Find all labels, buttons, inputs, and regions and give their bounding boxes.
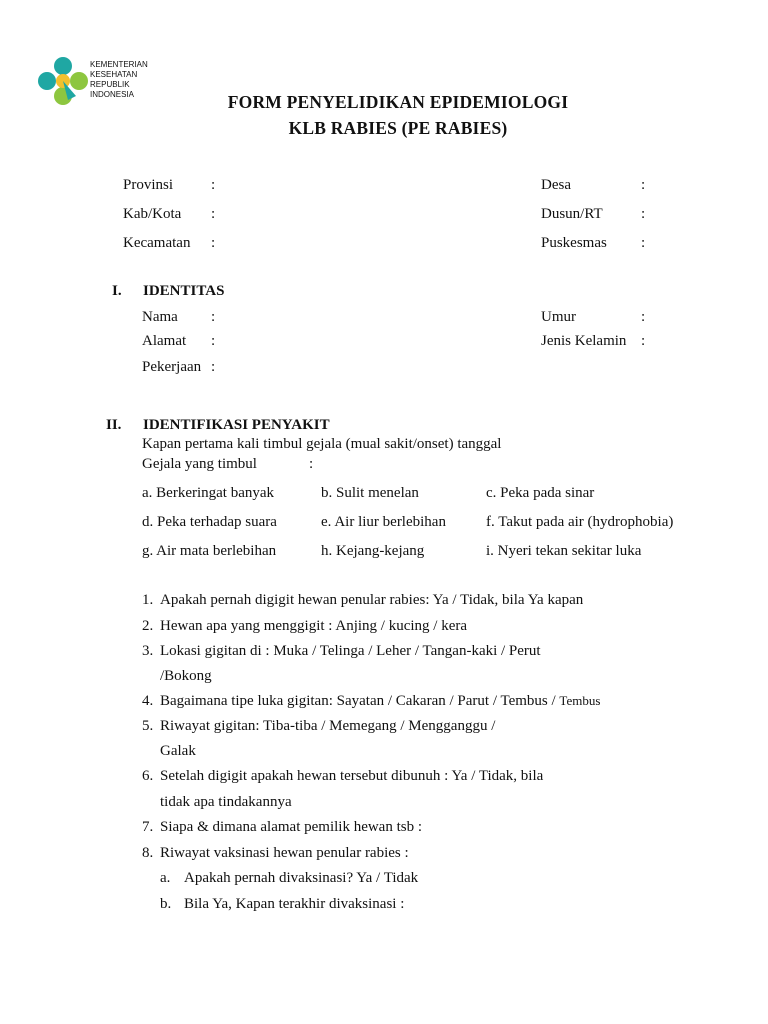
logo-petal-right — [70, 72, 88, 90]
question-continuation: Galak — [160, 743, 196, 759]
symptom-a: a. Berkeringat banyak — [142, 485, 275, 501]
nama-sep: : — [211, 309, 216, 325]
pekerjaan-label: Pekerjaan — [142, 359, 202, 375]
question-text-line — [160, 693, 600, 710]
desa-label: Desa — [541, 177, 571, 193]
alamat-sep: : — [211, 333, 216, 349]
question-number: 3. — [142, 643, 154, 659]
sub-question-number: a. — [160, 870, 171, 886]
logo-line: INDONESIA — [90, 90, 135, 99]
question-continuation: tidak apa tindakannya — [160, 794, 292, 810]
logo-petal-left — [38, 72, 56, 90]
kabkota-label: Kab/Kota — [123, 206, 182, 222]
question-text: Siapa & dimana alamat pemilik hewan tsb : — [160, 819, 423, 835]
question-number: 6. — [142, 768, 154, 784]
desa-sep: : — [641, 177, 646, 193]
sub-question-text: Bila Ya, Kapan terakhir divaksinasi : — [184, 896, 405, 912]
pekerjaan-sep: : — [211, 359, 216, 375]
question-number: 8. — [142, 845, 154, 861]
section1-number: I. — [112, 283, 122, 299]
puskesmas-sep: : — [641, 235, 646, 251]
question-number: 1. — [142, 592, 154, 608]
question-text: Hewan apa yang menggigit : Anjing / kucing / kera — [160, 618, 468, 634]
form-title: FORM PENYELIDIKAN EPIDEMIOLOGI — [227, 92, 569, 112]
jenis-kelamin-label: Jenis Kelamin — [541, 333, 627, 349]
logo-line: KEMENTERIAN — [90, 60, 148, 69]
question-number: 7. — [142, 819, 154, 835]
umur-label: Umur — [541, 309, 576, 325]
umur-sep: : — [641, 309, 646, 325]
jenis-kelamin-sep: : — [641, 333, 646, 349]
symptom-i: i. Nyeri tekan sekitar luka — [486, 543, 642, 559]
symptom-f: f. Takut pada air (hydrophobia) — [486, 514, 674, 530]
provinsi-label: Provinsi — [123, 177, 174, 193]
sub-question-number: b. — [160, 896, 172, 912]
sub-question-text: Apakah pernah divaksinasi? Ya / Tidak — [184, 870, 419, 886]
section2-number: II. — [106, 417, 122, 433]
question-text-small: Tembus — [559, 693, 601, 708]
question-number: 5. — [142, 718, 154, 734]
symptoms-sep: : — [309, 456, 314, 472]
question-text: Setelah digigit apakah hewan tersebut dibunuh : Ya / Tidak, bila — [160, 768, 544, 784]
question-text: Bagaimana tipe luka gigitan: Sayatan / Cakaran / Parut / Tembus / — [160, 693, 560, 709]
question-text: Lokasi gigitan di : Muka / Telinga / Leher / Tangan-kaki / Perut — [160, 643, 541, 659]
onset-question: Kapan pertama kali timbul gejala (mual sakit/onset) tanggal — [142, 436, 502, 452]
symptom-g: g. Air mata berlebihan — [142, 543, 277, 559]
logo-line: KESEHATAN — [90, 70, 138, 79]
symptom-d: d. Peka terhadap suara — [142, 514, 277, 530]
question-text: Riwayat vaksinasi hewan penular rabies : — [160, 845, 409, 861]
alamat-label: Alamat — [142, 333, 187, 349]
symptom-h: h. Kejang-kejang — [321, 543, 425, 559]
question-number: 2. — [142, 618, 154, 634]
form-subtitle: KLB RABIES (PE RABIES) — [288, 118, 508, 138]
symptom-e: e. Air liur berlebihan — [321, 514, 446, 530]
question-text: Riwayat gigitan: Tiba-tiba / Memegang / Mengganggu / — [160, 718, 496, 734]
puskesmas-label: Puskesmas — [541, 235, 607, 251]
question-number: 4. — [142, 693, 154, 709]
question-text: Apakah pernah digigit hewan penular rabies: Ya / Tidak, bila Ya kapan — [160, 592, 584, 608]
provinsi-sep: : — [211, 177, 216, 193]
section2-title: IDENTIFIKASI PENYAKIT — [143, 417, 330, 433]
kabkota-sep: : — [211, 206, 216, 222]
question-continuation: /Bokong — [160, 668, 212, 684]
section1-title: IDENTITAS — [143, 283, 225, 299]
symptom-b: b. Sulit menelan — [321, 485, 419, 501]
logo-line: REPUBLIK — [90, 80, 130, 89]
dusun-label: Dusun/RT — [541, 206, 603, 222]
symptom-c: c. Peka pada sinar — [486, 485, 595, 501]
kecamatan-label: Kecamatan — [123, 235, 191, 251]
symptoms-label: Gejala yang timbul — [142, 456, 257, 472]
kecamatan-sep: : — [211, 235, 216, 251]
nama-label: Nama — [142, 309, 178, 325]
dusun-sep: : — [641, 206, 646, 222]
logo-petal-top — [54, 57, 72, 75]
